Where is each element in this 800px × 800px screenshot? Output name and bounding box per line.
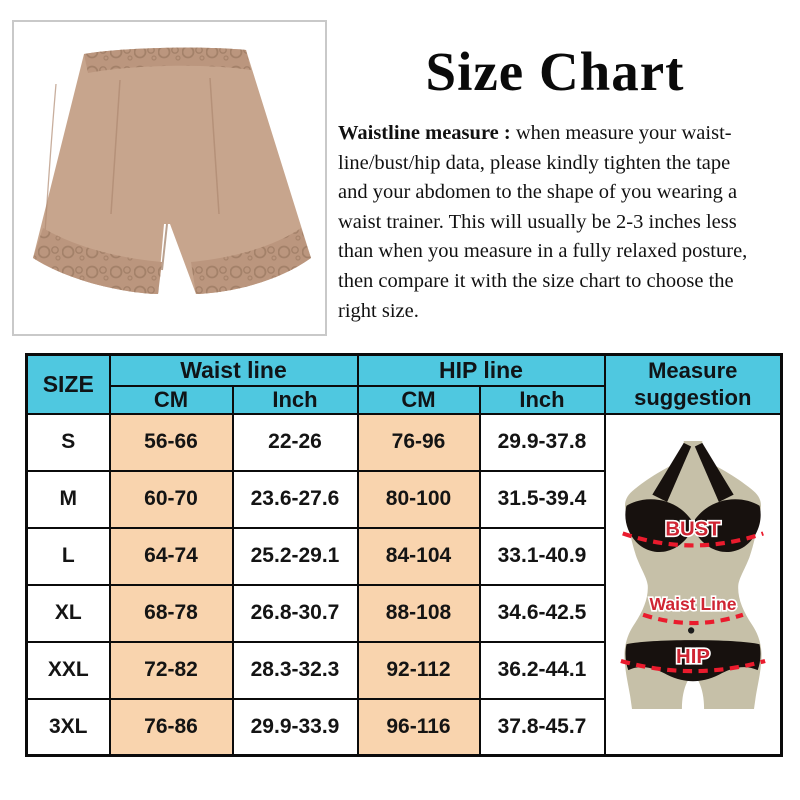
waist-inch-cell: 23.6-27.6	[233, 471, 358, 528]
hip-cm-cell: 88-108	[358, 585, 480, 642]
intro-line: waist trainer. This will usually be 2-3 inches less	[338, 210, 737, 233]
waist-cm-cell: 60-70	[110, 471, 233, 528]
header-size: SIZE	[27, 355, 110, 414]
hip-cm-cell: 96-116	[358, 699, 480, 756]
header-hip-cm: CM	[358, 386, 480, 414]
shapewear-shorts-photo	[14, 22, 325, 334]
size-cell: M	[27, 471, 110, 528]
size-cell: XXL	[27, 642, 110, 699]
waist-inch-cell: 25.2-29.1	[233, 528, 358, 585]
navel-dot	[688, 627, 694, 633]
intro-line: and your abdomen to the shape of you wearing a	[338, 181, 738, 204]
intro-line: Waistline measure : when measure your waist-	[338, 122, 732, 144]
hip-cm-cell: 76-96	[358, 414, 480, 471]
waist-cm-cell: 72-82	[110, 642, 233, 699]
intro-line: right size.	[338, 299, 419, 322]
header-waist-cm: CM	[110, 386, 233, 414]
hip-cm-cell: 84-104	[358, 528, 480, 585]
size-cell: XL	[27, 585, 110, 642]
hip-inch-cell: 34.6-42.5	[480, 585, 605, 642]
waist-cm-cell: 76-86	[110, 699, 233, 756]
waist-cm-cell: 64-74	[110, 528, 233, 585]
waist-cm-cell: 56-66	[110, 414, 233, 471]
hip-cm-cell: 92-112	[358, 642, 480, 699]
waist-inch-cell: 26.8-30.7	[233, 585, 358, 642]
size-table	[25, 353, 783, 757]
size-cell: S	[27, 414, 110, 471]
table-header-row-groups	[27, 355, 782, 386]
intro-line: line/bust/hip data, please kindly tighten the tape	[338, 151, 731, 174]
hip-cm-cell: 80-100	[358, 471, 480, 528]
body-measurement-figure	[619, 441, 767, 709]
intro-line: than when you measure in a fully relaxed posture,	[338, 240, 748, 263]
waist-inch-cell: 29.9-33.9	[233, 699, 358, 756]
size-row-s	[27, 414, 782, 471]
hip-label: HIP	[675, 645, 710, 668]
bust-label: BUST	[665, 517, 721, 540]
size-cell: 3XL	[27, 699, 110, 756]
waist-cm-cell: 68-78	[110, 585, 233, 642]
hip-inch-cell: 29.9-37.8	[480, 414, 605, 471]
hip-inch-cell: 33.1-40.9	[480, 528, 605, 585]
waist-inch-cell: 28.3-32.3	[233, 642, 358, 699]
header-hip-line: HIP line	[358, 355, 605, 386]
hip-inch-cell: 37.8-45.7	[480, 699, 605, 756]
waist-line-label: Waist Line	[649, 593, 737, 614]
measure-suggestion-cell	[605, 414, 782, 756]
header-measure-suggestion: Measure suggestion	[605, 355, 782, 414]
header-hip-inch: Inch	[480, 386, 605, 414]
header-waist-line: Waist line	[110, 355, 358, 386]
page-title: Size Chart	[425, 41, 685, 102]
hip-inch-cell: 31.5-39.4	[480, 471, 605, 528]
header-waist-inch: Inch	[233, 386, 358, 414]
product-photo-frame	[12, 20, 327, 336]
intro-line: then compare it with the size chart to choose the	[338, 269, 734, 292]
intro-lead: Waistline measure :	[338, 122, 511, 144]
size-cell: L	[27, 528, 110, 585]
waist-inch-cell: 22-26	[233, 414, 358, 471]
hip-inch-cell: 36.2-44.1	[480, 642, 605, 699]
intro-paragraph	[338, 119, 798, 326]
